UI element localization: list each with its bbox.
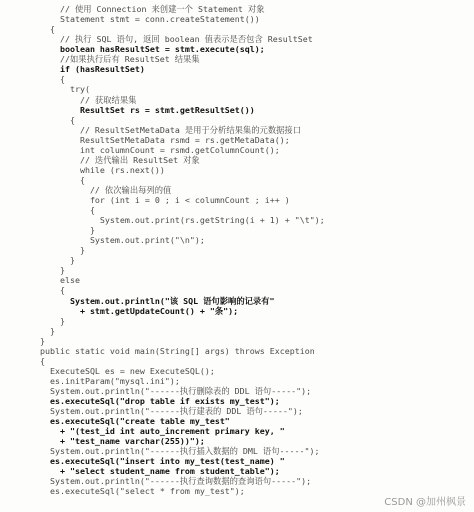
- code-line: }: [30, 315, 65, 326]
- code-line: while (rs.next()): [30, 164, 165, 175]
- code-line: // 依次输出每列的值: [30, 184, 172, 195]
- code-line: {: [30, 74, 65, 85]
- code-line: for (int i = 0 ; i < columnCount ; i++ ): [30, 195, 290, 205]
- code-line: es.initParam("mysql.ini");: [30, 375, 180, 386]
- code-line: System.out.print(rs.getString(i + 1) + "\t");: [30, 215, 325, 226]
- code-line: {: [30, 205, 95, 215]
- code-line: System.out.println("------执行删除表的 DDL 语句-----");: [30, 385, 312, 396]
- code-line: + stmt.getUpdateCount() + "条");: [30, 305, 239, 316]
- code-line: es.executeSql("create table my_test": [30, 416, 230, 427]
- code-line: else: [30, 275, 80, 286]
- code-line: es.executeSql("select * from my_test");: [30, 486, 245, 497]
- code-line: es.executeSql("drop table if exists my_test");: [30, 396, 280, 406]
- code-line: }: [30, 335, 45, 346]
- code-line: boolean hasResultSet = stmt.execute(sql);: [30, 44, 265, 55]
- code-line: {: [30, 24, 55, 35]
- code-line: {: [30, 355, 45, 366]
- code-line: // 使用 Connection 来创建一个 Statement 对象: [30, 4, 265, 14]
- code-line: + "test_name varchar(255))");: [30, 436, 205, 447]
- code-line: {: [30, 174, 85, 185]
- watermark: CSDN @加州枫景: [384, 497, 466, 508]
- code-line: public static void main(String[] args) throws Exception: [30, 345, 315, 356]
- code-line: System.out.println("该 SQL 语句影响的记录有": [30, 295, 275, 306]
- code-line: ResultSet rs = stmt.getResultSet()): [30, 104, 255, 115]
- code-line: + "(test_id int auto_increment primary key, ": [30, 426, 285, 437]
- code-line: // ResultSetMetaData 是用于分析结果集的元数据接口: [30, 124, 302, 135]
- code-line: System.out.println("------执行建表的 DDL 语句-----");: [30, 406, 303, 416]
- code-line: {: [30, 114, 75, 125]
- code-line: System.out.print("\n");: [30, 235, 205, 246]
- code-line: if (hasResultSet): [30, 64, 145, 75]
- code-line: System.out.println("------执行插入数据的 DML 语句-----");: [30, 446, 320, 457]
- code-line: }: [30, 225, 95, 236]
- code-line: // 执行 SQL 语句, 返回 boolean 值表示是否包含 ResultSet: [30, 34, 313, 45]
- code-line: }: [30, 255, 75, 266]
- code-line: Statement stmt = conn.createStatement()): [30, 14, 260, 25]
- code-line: es.executeSql("insert into my_test(test_name) ": [30, 456, 285, 467]
- code-line: //如果执行后有 ResultSet 结果集: [30, 54, 200, 65]
- code-line: }: [30, 325, 55, 336]
- code-line: // 迭代输出 ResultSet 对象: [30, 154, 200, 165]
- code-line: // 获取结果集: [30, 94, 137, 105]
- code-line: {: [30, 285, 65, 296]
- code-line: System.out.println("------执行查询数据的查询语句-----");: [30, 476, 312, 487]
- code-line: int columnCount = rsmd.getColumnCount();: [30, 144, 280, 155]
- code-line: try(: [30, 84, 90, 95]
- code-line: + "select student_name from student_table");: [30, 466, 280, 477]
- code-line: ExecuteSQL es = new ExecuteSQL();: [30, 365, 215, 376]
- code-line: }: [30, 265, 65, 276]
- code-line: ResultSetMetaData rsmd = rs.getMetaData();: [30, 134, 290, 145]
- code-line: }: [30, 245, 85, 256]
